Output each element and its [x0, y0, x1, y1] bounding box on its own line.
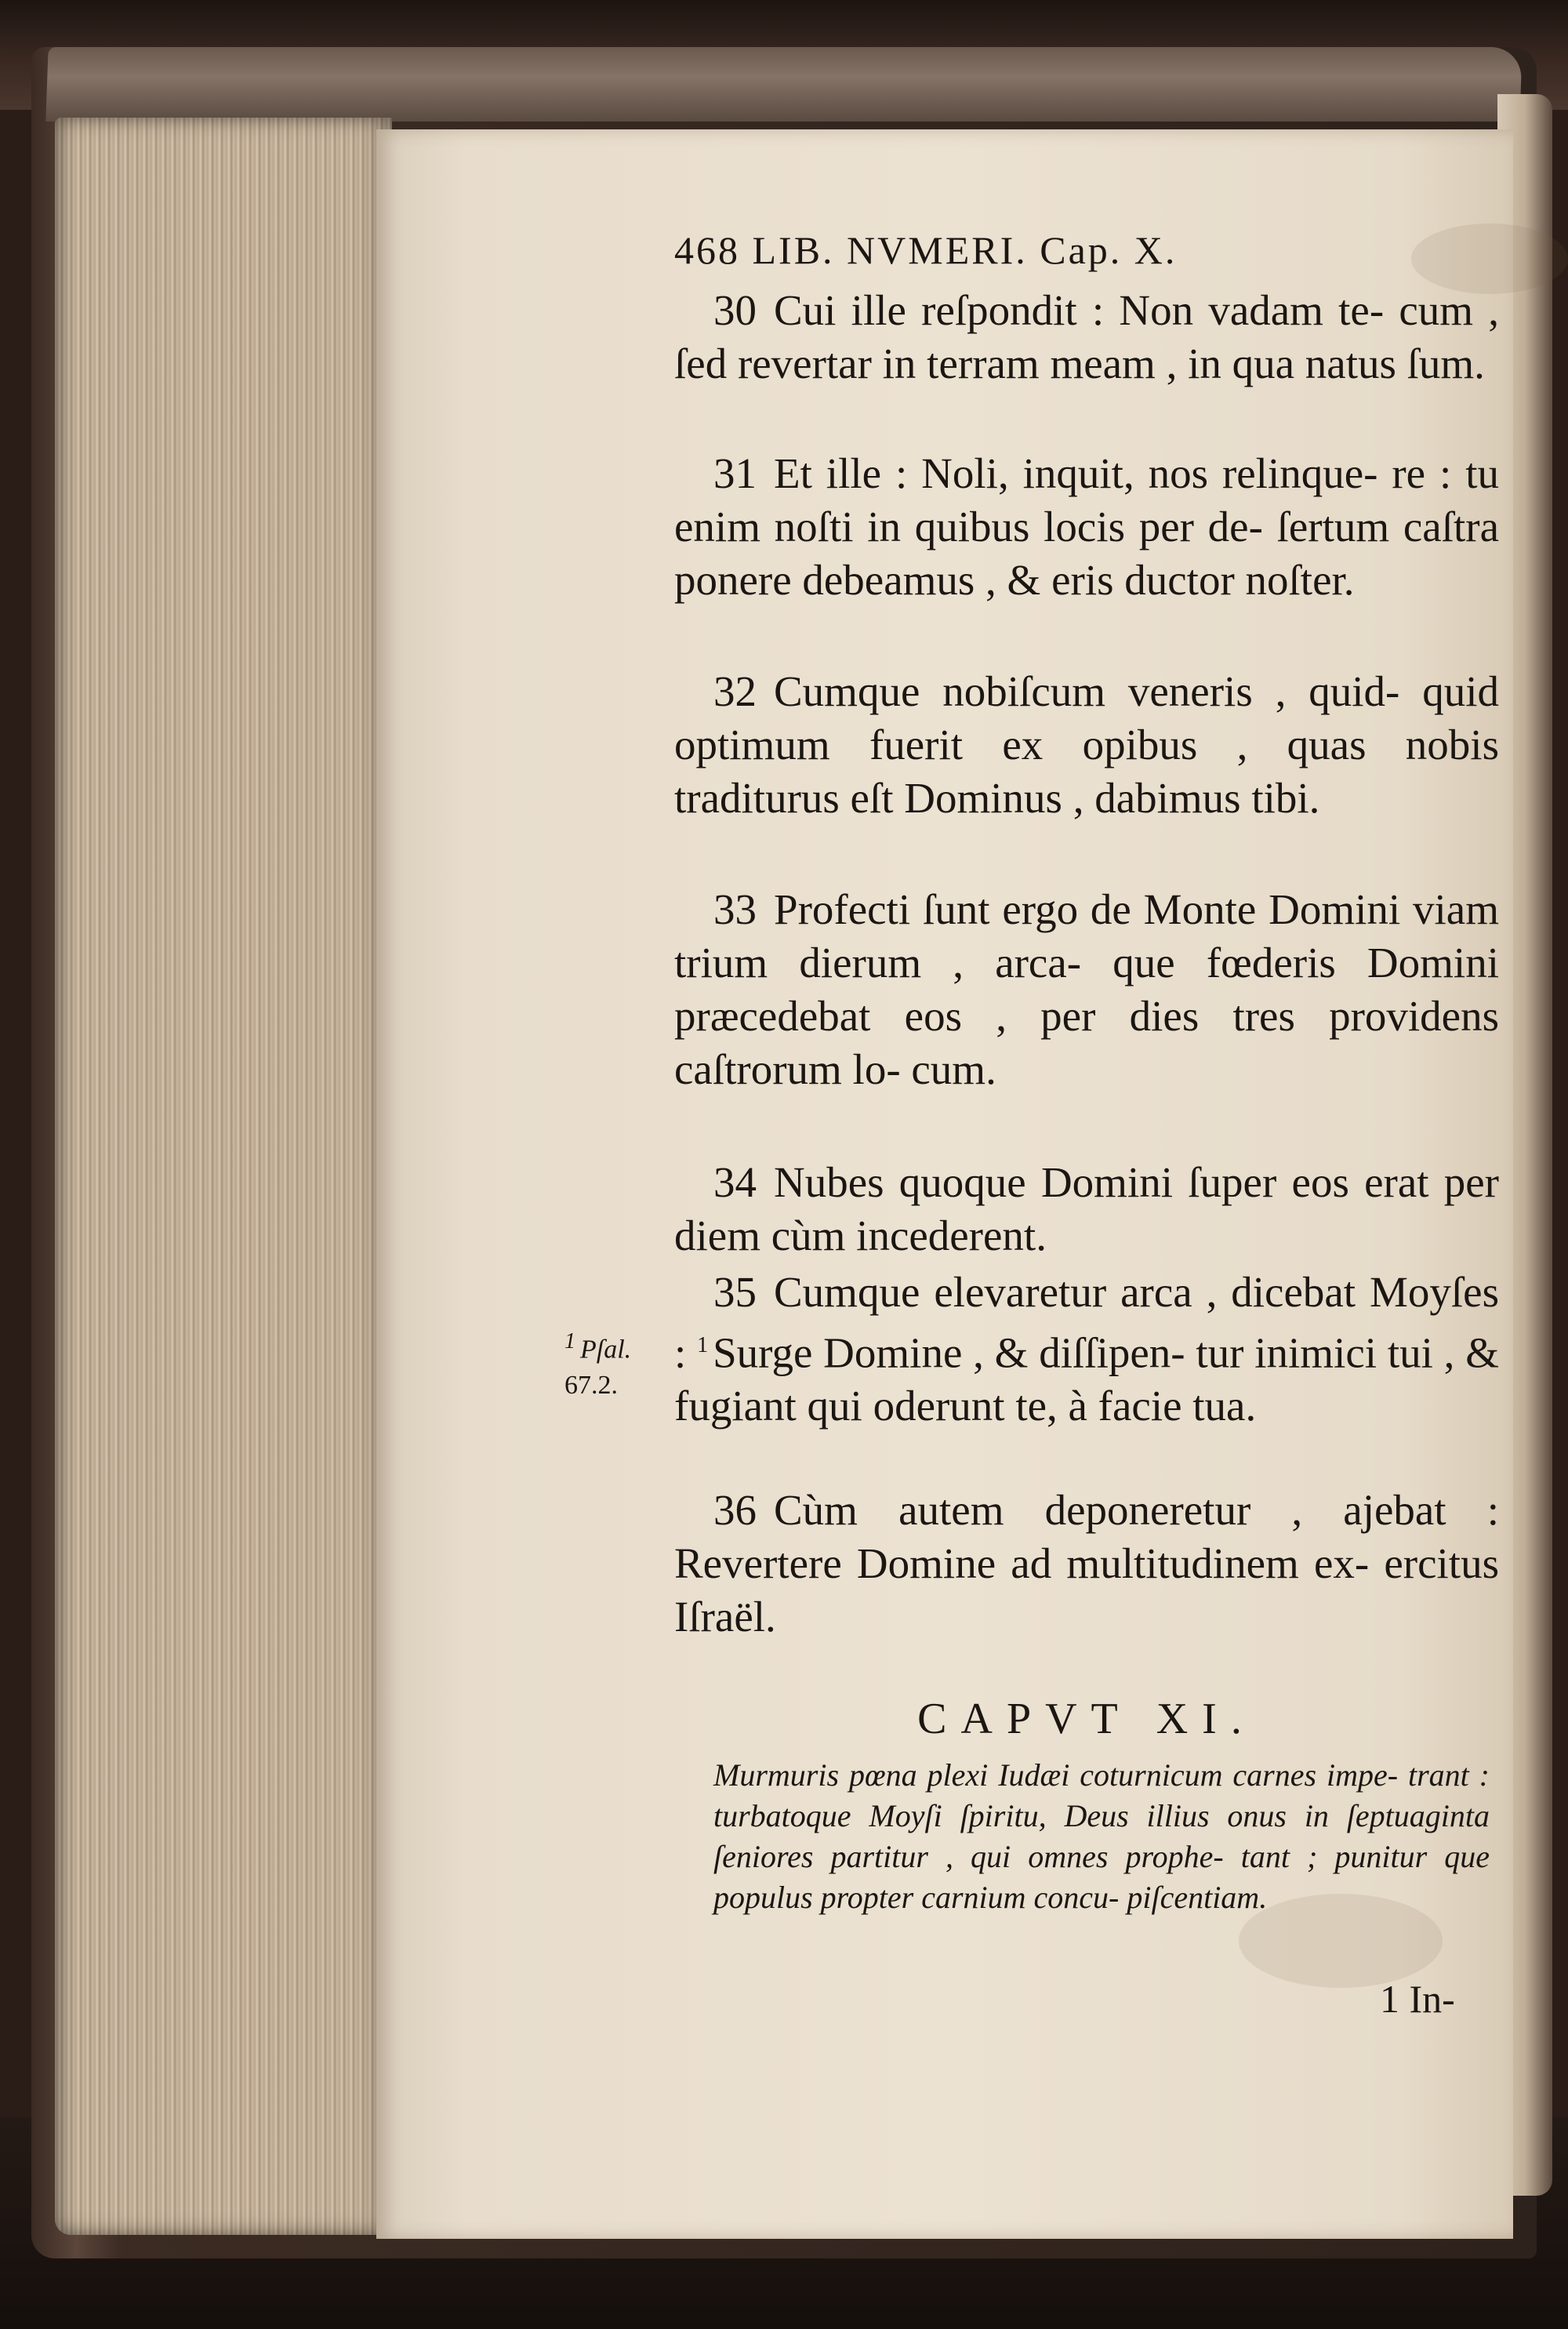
- verse-text: Et ille : Noli, inquit, nos relinque- re : tu enim noſti in quibus locis per de- ſertum caſtra ponere debeamus , & eris ductor noſter.: [674, 449, 1499, 604]
- verse-number: 32: [713, 667, 757, 715]
- verse-33: [674, 883, 1499, 1096]
- verse-35: [674, 1266, 1499, 1433]
- verse-34: [674, 1156, 1499, 1263]
- verse-number: 33: [713, 885, 757, 933]
- chapter-summary: Murmuris pœna plexi Iudæi coturnicum carnes impe- trant : turbatoque Moyſi ſpiritu, Deus illius onus in ſeptuaginta ſeniores partitur , qui omnes prophe- tant ; punitur que populus propter carnium concu- piſcentiam.: [713, 1757, 1490, 1915]
- margin-note-label: Pſal.: [580, 1335, 632, 1364]
- margin-note-marker: 1: [564, 1329, 575, 1353]
- verse-30: [674, 284, 1499, 391]
- page-edges: [55, 118, 392, 2235]
- verse-31: [674, 447, 1499, 607]
- verse-text: Nubes quoque Domini ſuper eos erat per diem cùm incederent.: [674, 1158, 1499, 1259]
- verse-text: Cui ille reſpondit : Non vadam te- cum , ſed revertar in terram meam , in qua natus ſum.: [674, 286, 1499, 387]
- verse-32: [674, 665, 1499, 825]
- book-cover-top: [45, 47, 1522, 122]
- verse-number: 34: [713, 1158, 757, 1206]
- verse-36: [674, 1484, 1499, 1644]
- margin-note-reference: 67.2.: [564, 1371, 618, 1401]
- verse-number: 31: [713, 449, 757, 497]
- running-head: 468 LIB. NVMERI. Cap. X.: [674, 228, 1178, 272]
- verse-text: Profecti ſunt ergo de Monte Domini viam trium dierum , arca- que fœderis Domini præcedebat eos , per dies tres providens caſtrorum lo- cum.: [674, 885, 1499, 1093]
- verse-text: Cumque elevaretur arca , dicebat Moyſes :: [674, 1268, 1499, 1377]
- catchword: 1 In-: [1380, 1977, 1455, 2021]
- verse-number: 36: [713, 1486, 757, 1534]
- chapter-heading: CAPVT XI.: [917, 1695, 1256, 1743]
- verse-number: 30: [713, 286, 757, 334]
- verse-text: Cùm autem deponeretur , ajebat : Revertere Domine ad multitudinem ex- ercitus Iſraël.: [674, 1486, 1499, 1640]
- marginal-note: [564, 1324, 659, 1404]
- verse-text: Surge Domine , & diſſipen- tur inimici tui , & fugiant qui oderunt te, à facie tua.: [674, 1328, 1499, 1430]
- verse-text: Cumque nobiſcum veneris , quid- quid optimum fuerit ex opibus , quas nobis traditurus eſt Dominus , dabimus tibi.: [674, 667, 1499, 822]
- verse-number: 35: [713, 1268, 757, 1316]
- footnote-marker: 1: [697, 1333, 709, 1357]
